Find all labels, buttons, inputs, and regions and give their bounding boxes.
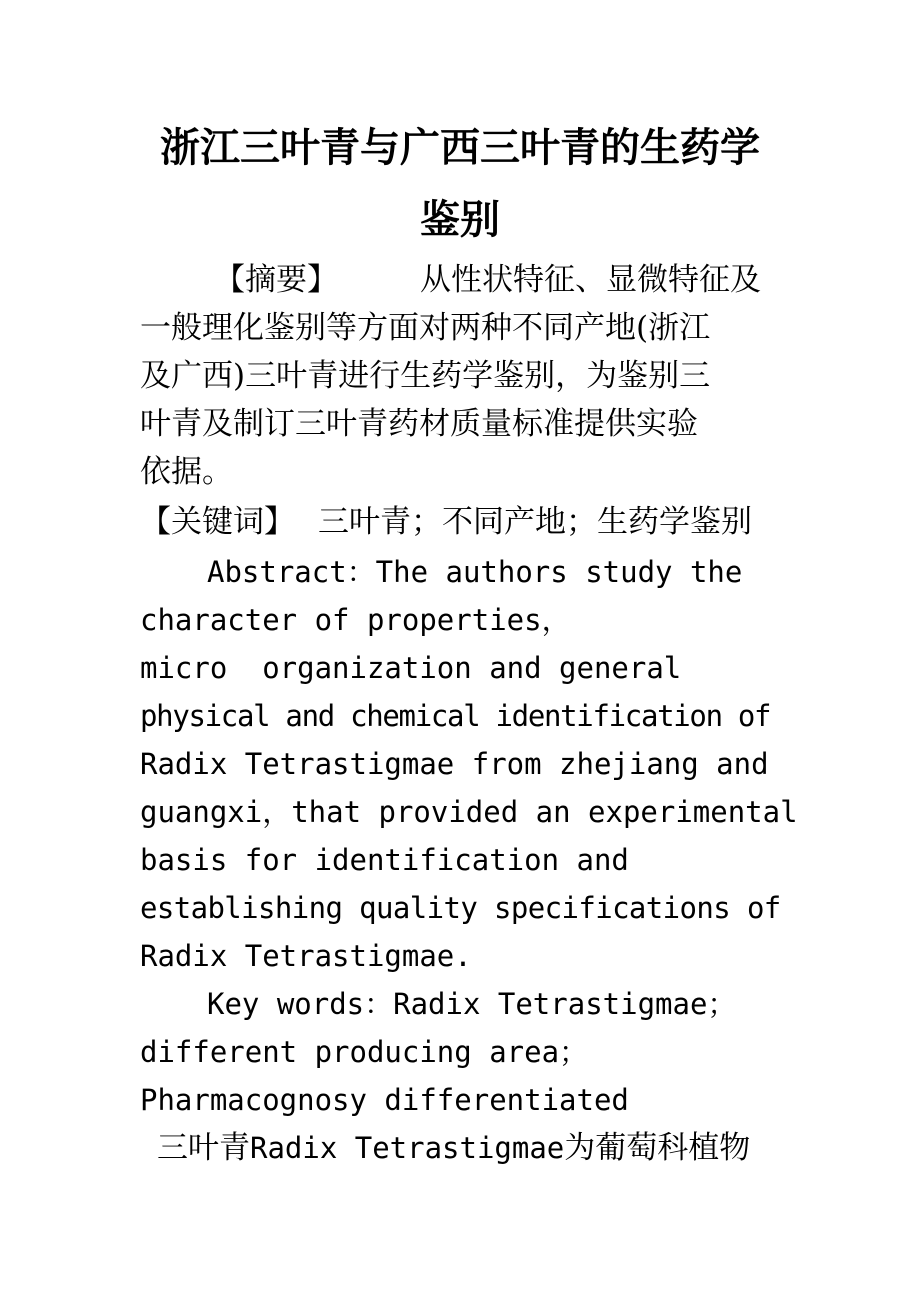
keywords-label: 【关键词】 [140, 504, 295, 540]
body-start-cn-part-1: 三叶青 [157, 1130, 250, 1166]
abstract-en-line-7: basis for identification and [140, 843, 629, 877]
abstract-cn-line-1: 从性状特征、显微特征及 [420, 262, 761, 298]
document-title-line-2: 鉴别 [420, 197, 500, 243]
abstract-cn-line-2: 一般理化鉴别等方面对两种不同产地(浙江 [140, 310, 711, 346]
body-start-latin-name: Radix Tetrastigmae [250, 1131, 565, 1165]
abstract-en-line-9: Radix Tetrastigmae. [140, 939, 472, 973]
body-start-cn-part-2: 为葡萄科植物 [564, 1130, 751, 1166]
abstract-cn-line-3: 及广西)三叶青进行生药学鉴别，为鉴别三 [140, 358, 711, 394]
abstract-en-line-8: establishing quality specifications of [140, 891, 781, 925]
abstract-en-line-4: physical and chemical identification of [140, 699, 771, 733]
keywords-cn: 三叶青；不同产地；生药学鉴别 [318, 504, 752, 540]
abstract-en-line-6: guangxi，that provided an experimental [140, 795, 798, 829]
keywords-en-line-2: different producing area； [140, 1035, 589, 1069]
abstract-en-line-5: Radix Tetrastigmae from zhejiang and [140, 747, 769, 781]
abstract-en-line-3: micro organization and general [140, 651, 682, 685]
document-title-line-1: 浙江三叶青与广西三叶青的生药学 [160, 125, 760, 171]
abstract-en-line-2: character of properties， [140, 603, 571, 637]
abstract-label: 【摘要】 [214, 262, 338, 298]
body-first-line [157, 1128, 750, 1168]
abstract-cn-line-4: 叶青及制订三叶青药材质量标准提供实验 [140, 406, 698, 442]
abstract-cn-line-5: 依据。 [140, 454, 233, 490]
abstract-en-line-1: Abstract：The authors study the [207, 555, 743, 589]
keywords-en-line-3: Pharmacognosy differentiated [140, 1083, 629, 1117]
keywords-en-line-1: Key words：Radix Tetrastigmae； [207, 987, 737, 1021]
